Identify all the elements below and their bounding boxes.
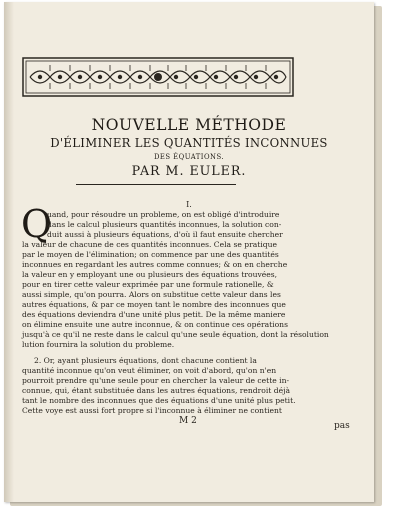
text-line: 2. Or, ayant plusieurs équations, dont chacune contient la — [34, 356, 257, 365]
text-line: pour en tirer cette valeur exprimée par une formule rationelle, & — [22, 280, 274, 289]
text-line: dans le calcul plusieurs quantités inconnues, la solution con- — [47, 220, 282, 229]
ornament-headpiece-icon — [22, 57, 294, 97]
page-title: NOUVELLE MÉTHODE — [91, 115, 287, 134]
catchword: pas — [334, 421, 350, 431]
text-line: jusqu'à ce qu'il ne reste dans le calcul qu'une seule équation, dont la résolution — [22, 330, 329, 339]
author-line: PAR M. EULER. — [131, 164, 247, 179]
text-line: tant le nombre des inconnues que des équations d'une unité plus petit. — [22, 396, 296, 405]
text-line: pourroit prendre qu'une seule pour en chercher la valeur de cette in- — [22, 376, 290, 385]
text-line: connue, qui, étant substituée dans les autres équations, rendroit déjà — [22, 386, 291, 395]
text-line: lution fournira la solution du probleme. — [22, 340, 175, 349]
text-line: uand, pour résoudre un probleme, on est obligé d'introduire — [47, 210, 280, 219]
section-number: I. — [186, 200, 192, 209]
book-page — [4, 2, 374, 502]
text-line: on élimine ensuite une autre inconnue, & on continue ces opérations — [22, 320, 288, 329]
page-subtitle-small: DES ÉQUATIONS. — [153, 153, 225, 161]
text-line: Cette voye est aussi fort propre si l'inconnue à éliminer ne contient — [22, 406, 282, 415]
text-line: la valeur en y employant une ou plusieurs des équations trouvées, — [22, 270, 278, 279]
signature-mark: M 2 — [179, 416, 197, 426]
text-line: la valeur de chacune de ces quantités inconnues. Cela se pratique — [22, 240, 278, 249]
text-line: quantité inconnue qu'on veut éliminer, on voit d'abord, qu'on n'en — [22, 366, 277, 375]
text-line: des équations deviendra d'une unité plus petit. De la même maniere — [22, 310, 286, 319]
text-line: autres équations, & par ce moyen tant le nombre des inconnues que — [22, 300, 286, 309]
text-line: inconnues en regardant les autres comme connues; & on en cherche — [22, 260, 288, 269]
text-line: duit aussi à plusieurs équations, d'où il faut ensuite chercher — [47, 230, 283, 239]
text-line: aussi simple, qu'on pourra. Alors on substitue cette valeur dans les — [22, 290, 281, 299]
binding-shadow — [4, 2, 14, 502]
text-line: par le moyen de l'élimination; on commence par une des quantités — [22, 250, 279, 259]
drop-cap: Q — [21, 202, 53, 246]
page-subtitle: D'ÉLIMINER LES QUANTITÉS INCONNUES — [50, 136, 328, 150]
title-rule — [76, 184, 236, 185]
